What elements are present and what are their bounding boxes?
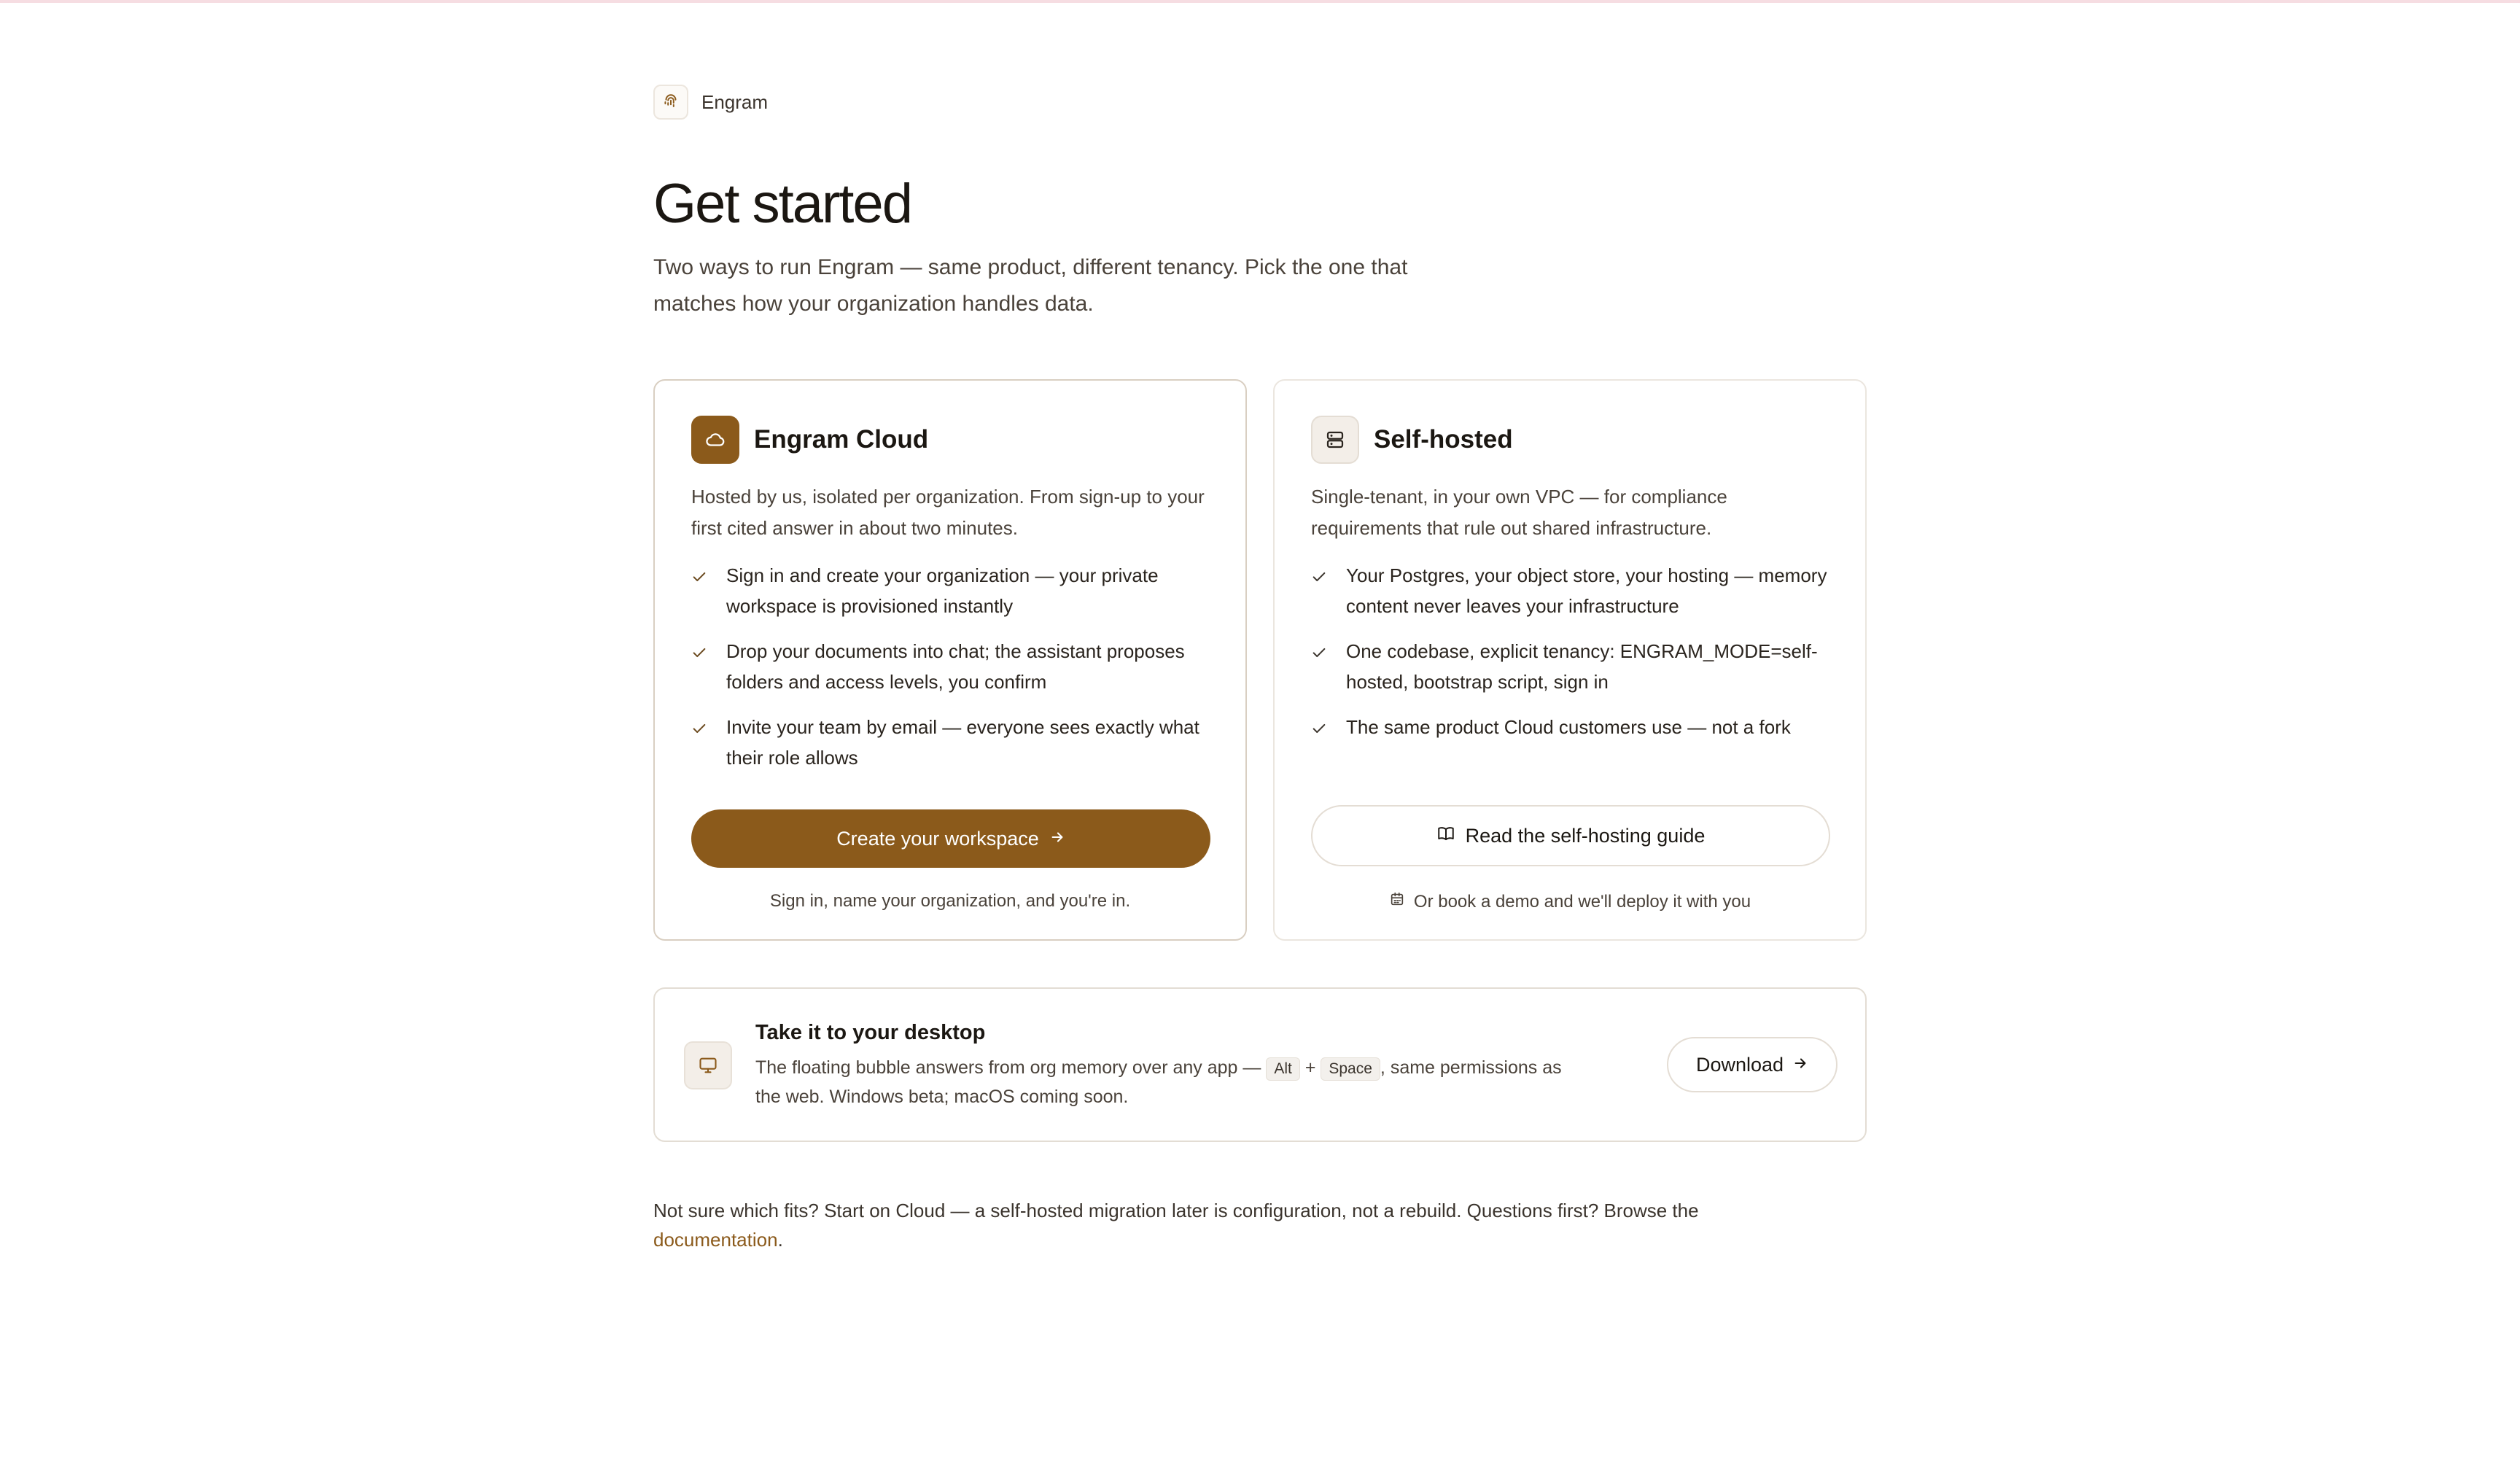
- feature-text: Your Postgres, your object store, your hosting — memory content never leaves your infrastructure: [1346, 564, 1827, 617]
- card-description: Single-tenant, in your own VPC — for compliance requirements that rule out shared infrastructure.: [1311, 486, 1727, 539]
- footer-period: .: [777, 1229, 783, 1251]
- footnote-text: Or book a demo and we'll deploy it with you: [1413, 891, 1751, 912]
- documentation-link[interactable]: documentation: [653, 1229, 778, 1251]
- feature-text: Invite your team by email — everyone sees exactly what their role allows: [726, 716, 1199, 769]
- button-label: Create your workspace: [836, 827, 1039, 850]
- cloud-icon: [691, 416, 739, 464]
- check-icon: [691, 636, 710, 697]
- feature-text: One codebase, explicit tenancy: ENGRAM_MODE=self-hosted, bootstrap script, sign in: [1346, 640, 1818, 693]
- check-icon: [691, 712, 710, 773]
- list-item: [1311, 712, 1843, 745]
- top-accent-line: [0, 0, 2520, 3]
- desktop-app-panel: [653, 987, 1867, 1142]
- card-title: Engram Cloud: [754, 425, 929, 454]
- footnote-text: Sign in, name your organization, and you're in.: [769, 891, 1131, 911]
- feature-text: Drop your documents into chat; the assistant proposes folders and access levels, you confirm: [726, 640, 1185, 693]
- card-footnote: [655, 891, 1245, 912]
- calendar-icon: [1389, 891, 1405, 912]
- brand-name: Engram: [701, 90, 769, 113]
- check-icon: [1311, 560, 1330, 621]
- server-icon: [1311, 416, 1359, 464]
- fingerprint-icon: [653, 85, 688, 120]
- footer-text: Not sure which fits? Start on Cloud — a self-hosted migration later is configuration, not a rebuild. Questions first? Browse the: [653, 1200, 1699, 1221]
- card-description: Hosted by us, isolated per organization. From sign-up to your first cited answer in about two minutes.: [691, 486, 1205, 539]
- card-footnote[interactable]: [1275, 891, 1865, 912]
- alt-key: Alt: [1266, 1057, 1300, 1081]
- engram-cloud-card: [653, 379, 1247, 941]
- button-label: Download: [1695, 1053, 1784, 1076]
- list-item: [691, 712, 1224, 773]
- card-header: [1311, 416, 1513, 464]
- page-title: Get started: [653, 173, 911, 235]
- key-plus: +: [1304, 1057, 1316, 1078]
- list-item: [1311, 560, 1843, 621]
- desktop-desc-before: The floating bubble answers from org memory over any app —: [755, 1057, 1261, 1078]
- card-header: [691, 416, 928, 464]
- page-subtitle: Two ways to run Engram — same product, different tenancy. Pick the one that matches how your organization handles data.: [653, 255, 1408, 316]
- self-hosting-guide-button[interactable]: [1311, 805, 1830, 866]
- feature-list: [691, 560, 1224, 788]
- download-button[interactable]: [1667, 1037, 1838, 1092]
- list-item: [691, 636, 1224, 697]
- feature-text: Sign in and create your organization — your private workspace is provisioned instantly: [726, 564, 1159, 617]
- book-icon: [1436, 824, 1455, 848]
- space-key: Space: [1321, 1057, 1380, 1081]
- footer-note: [653, 1196, 1867, 1254]
- arrow-right-icon: [1792, 1054, 1808, 1076]
- self-hosted-card: [1273, 379, 1867, 941]
- feature-text: The same product Cloud customers use — not a fork: [1346, 716, 1791, 738]
- desktop-desc-after: , same permissions as the web. Windows beta; macOS coming soon.: [755, 1057, 1562, 1107]
- list-item: [1311, 636, 1843, 697]
- desktop-title: Take it to your desktop: [755, 1021, 986, 1044]
- list-item: [691, 560, 1224, 621]
- check-icon: [1311, 636, 1330, 697]
- monitor-icon: [684, 1041, 732, 1089]
- arrow-right-icon: [1049, 828, 1065, 850]
- feature-list: [1311, 560, 1843, 760]
- check-icon: [691, 560, 710, 621]
- check-icon: [1311, 712, 1330, 745]
- button-label: Read the self-hosting guide: [1465, 824, 1706, 847]
- brand[interactable]: [653, 85, 768, 120]
- card-title: Self-hosted: [1374, 425, 1513, 454]
- create-workspace-button[interactable]: [691, 809, 1210, 868]
- desktop-description: [755, 1053, 1587, 1111]
